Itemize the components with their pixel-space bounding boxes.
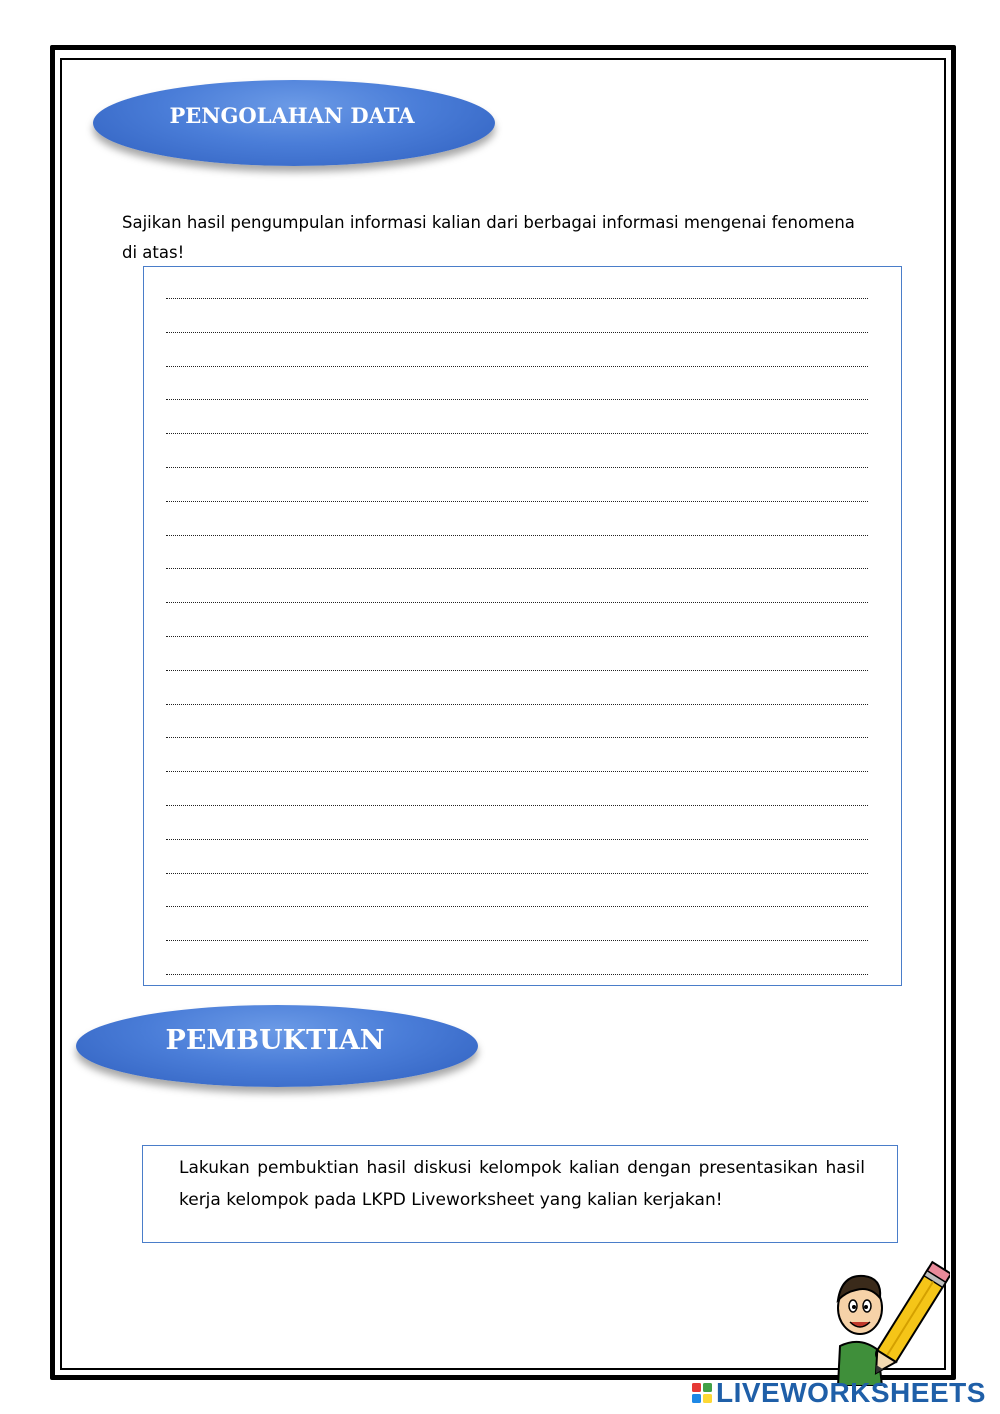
liveworksheets-logo-icon bbox=[692, 1383, 712, 1403]
proof-instruction-box bbox=[142, 1145, 898, 1243]
answer-line bbox=[166, 433, 868, 434]
answer-line bbox=[166, 839, 868, 840]
answer-line bbox=[166, 906, 868, 907]
liveworksheets-brand bbox=[692, 1376, 986, 1410]
instruction-text: Sajikan hasil pengumpulan informasi kalian dari berbagai informasi mengenai fenomena di atas! bbox=[122, 213, 855, 262]
answer-line bbox=[166, 568, 868, 569]
answer-line bbox=[166, 940, 868, 941]
answer-line bbox=[166, 602, 868, 603]
section-title-pengolahan-data bbox=[93, 80, 495, 166]
section-title-text: PENGOLAHAN DATA bbox=[169, 102, 415, 128]
answer-line bbox=[166, 974, 868, 975]
mascot-pencil-icon bbox=[820, 1258, 950, 1386]
answer-line bbox=[166, 366, 868, 367]
answer-line bbox=[166, 805, 868, 806]
answer-line bbox=[166, 298, 868, 299]
section-title-pembuktian bbox=[76, 1005, 478, 1087]
liveworksheets-wordmark: LIVEWORKSHEETS bbox=[716, 1377, 986, 1408]
section-title-text: PEMBUKTIAN bbox=[165, 1024, 385, 1056]
answer-line bbox=[166, 873, 868, 874]
answer-line bbox=[166, 501, 868, 502]
answer-line bbox=[166, 771, 868, 772]
answer-line bbox=[166, 670, 868, 671]
answer-line bbox=[166, 467, 868, 468]
proof-instruction-text: Lakukan pembuktian hasil diskusi kelompok kalian dengan presentasikan hasil kerja kelompok pada LKPD Liveworksheet yang kalian kerjakan! bbox=[179, 1158, 865, 1210]
answer-line bbox=[166, 332, 868, 333]
answer-textarea[interactable] bbox=[143, 266, 902, 986]
answer-line bbox=[166, 704, 868, 705]
answer-line bbox=[166, 535, 868, 536]
answer-line bbox=[166, 636, 868, 637]
answer-line bbox=[166, 399, 868, 400]
answer-line bbox=[166, 737, 868, 738]
